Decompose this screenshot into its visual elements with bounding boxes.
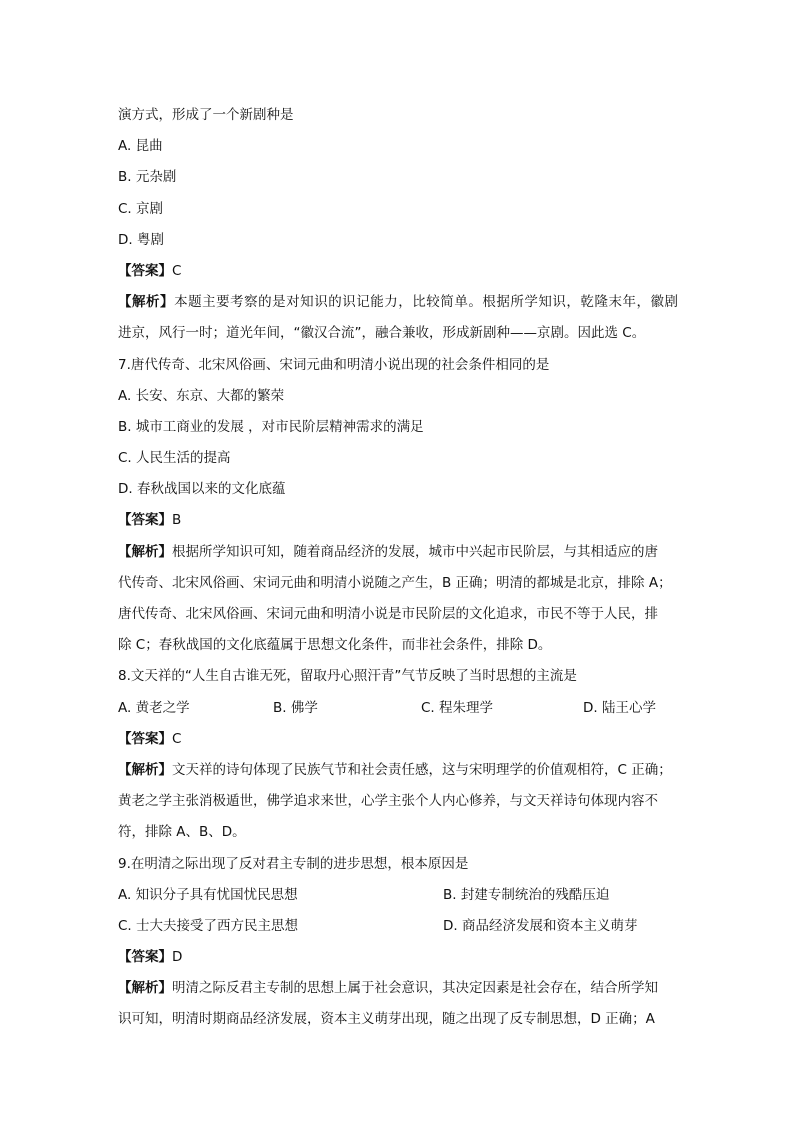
analysis-text: 根据所学知识可知，随着商品经济的发展，城市中兴起市民阶层，与其相适应的唐: [172, 543, 658, 560]
answer-value: B: [172, 512, 182, 529]
answer-label: 【答案】: [118, 730, 172, 747]
q7-analysis-line-1: [118, 537, 678, 568]
q8-options: [118, 693, 678, 724]
q8-answer: [118, 724, 678, 755]
answer-label: 【答案】: [118, 262, 172, 279]
q9-options-row-2: [118, 911, 678, 942]
answer-value: C: [172, 730, 182, 747]
q7-option-d: D. 春秋战国以来的文化底蕴: [118, 481, 286, 498]
q6-analysis-line-2: 进京，风行一时；道光年间，“徽汉合流”，融合兼收，形成新剧种——京剧。因此选 C。: [118, 325, 646, 342]
analysis-text: 文天祥的诗句体现了民族气节和社会责任感，这与宋明理学的价值观相符，C 正确；: [172, 761, 672, 778]
q8-option-c: C. 程朱理学: [421, 699, 494, 716]
answer-value: C: [172, 262, 182, 279]
q6-option-d: D. 粤剧: [118, 231, 164, 248]
analysis-text: 本题主要考察的是对知识的识记能力，比较简单。根据所学知识，乾隆末年，徽剧: [174, 294, 679, 311]
q6-option-c: C. 京剧: [118, 200, 164, 217]
q9-answer: [118, 942, 678, 973]
q8-analysis-line-1: [118, 755, 678, 786]
q9-analysis-line-2: 识可知，明清时期商品经济发展，资本主义萌芽出现，随之出现了反专制思想，D 正确；A: [118, 1011, 655, 1028]
answer-label: 【答案】: [118, 512, 172, 529]
q8-analysis-line-3: 符，排除 A、B、D。: [118, 824, 246, 841]
q6-option-a: A. 昆曲: [118, 138, 163, 155]
document-page: [118, 100, 678, 1036]
q8-option-b: B. 佛学: [273, 699, 318, 716]
q7-option-b: B. 城市工商业的发展 ，对市民阶层精神需求的满足: [118, 418, 424, 435]
q9-analysis-line-1: [118, 973, 678, 1004]
q9-option-c: C. 士大夫接受了西方民主思想: [118, 917, 299, 934]
answer-label: 【答案】: [118, 949, 172, 966]
q8-option-d: D. 陆王心学: [583, 699, 656, 716]
q7-option-c: C. 人民生活的提高: [118, 450, 231, 467]
q6-option-b: B. 元杂剧: [118, 169, 177, 186]
q9-option-a: A. 知识分子具有忧国忧民思想: [118, 886, 298, 903]
analysis-label: 【解析】: [118, 980, 172, 997]
q6-analysis-line-1: [118, 287, 678, 318]
q9-option-b: B. 封建专制统治的残酷压迫: [443, 886, 610, 903]
q7-answer: [118, 505, 678, 536]
q9-option-d: D. 商品经济发展和资本主义萌芽: [443, 917, 638, 934]
q7-analysis-line-2: 代传奇、北宋风俗画、宋词元曲和明清小说随之产生，B 正确；明清的都城是北京，排除 A；: [118, 574, 672, 591]
analysis-label: 【解析】: [118, 761, 172, 778]
q7-analysis-line-3: 唐代传奇、北宋风俗画、宋词元曲和明清小说是市民阶层的文化追求，市民不等于人民，排: [118, 606, 658, 622]
q8-stem: 8.文天祥的“人生自古谁无死，留取丹心照汗青”气节反映了当时思想的主流是: [118, 668, 577, 685]
analysis-text: 明清之际反君主专制的思想上属于社会意识，其决定因素是社会存在，结合所学知: [172, 980, 658, 997]
q6-answer: [118, 256, 678, 287]
q7-analysis-line-4: 除 C；春秋战国的文化底蕴属于思想文化条件，而非社会条件，排除 D。: [118, 637, 552, 654]
q7-option-a: A. 长安、东京、大都的繁荣: [118, 387, 285, 404]
q9-options-row-1: [118, 880, 678, 911]
q6-stem-tail: 演方式，形成了一个新剧种是: [118, 107, 294, 123]
q9-stem: 9.在明清之际出现了反对君主专制的进步思想，根本原因是: [118, 855, 469, 872]
q7-stem: 7.唐代传奇、北宋风俗画、宋词元曲和明清小说出现的社会条件相同的是: [118, 356, 550, 373]
q8-option-a: A. 黄老之学: [118, 699, 190, 716]
analysis-label: 【解析】: [118, 294, 175, 311]
answer-value: D: [172, 949, 183, 966]
q8-analysis-line-2: 黄老之学主张消极遁世，佛学追求来世，心学主张个人内心修养，与文天祥诗句体现内容不: [118, 793, 658, 810]
analysis-label: 【解析】: [118, 543, 172, 560]
